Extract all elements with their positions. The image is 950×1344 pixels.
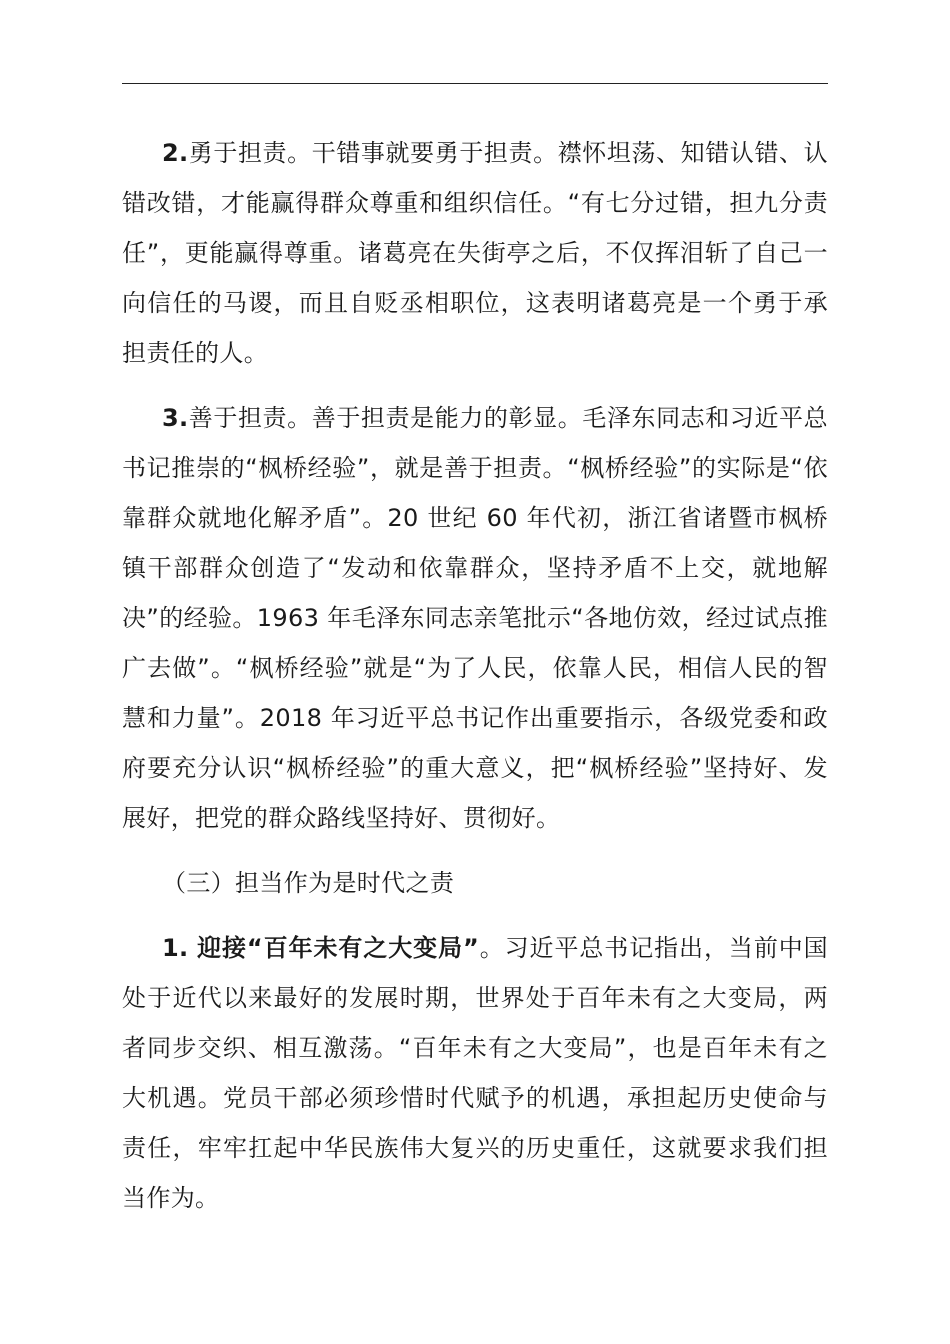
paragraph-number: 3. bbox=[162, 404, 189, 432]
paragraph-number: 1. bbox=[162, 934, 189, 962]
section-heading: （三）担当作为是时代之责 bbox=[162, 869, 455, 897]
paragraph-1 bbox=[122, 923, 828, 1223]
paragraph-2 bbox=[122, 128, 828, 378]
header-rule bbox=[122, 83, 828, 84]
document-body bbox=[122, 128, 828, 1238]
paragraph-number: 2. bbox=[162, 139, 189, 167]
paragraph-text: 善于担责。善于担责是能力的彰显。毛泽东同志和习近平总书记推崇的“枫桥经验”，就是善于担责。“枫桥经验”的实际是“依靠群众就地化解矛盾”。20 世纪 60 年代初，浙江省诸暨市枫桥镇干部群众创造了“发动和依靠群众，坚持矛盾不上交，就地解决”的经验。1963 年毛泽东同志亲笔批示“各地仿效，经过试点推广去做”。“枫桥经验”就是“为了人民，依靠人民，相信人民的智慧和力量”。2018 年习近平总书记作出重要指示，各级党委和政府要充分认识“枫桥经验”的重大意义，把“枫桥经验”坚持好、发展好，把党的群众路线坚持好、贯彻好。 bbox=[122, 404, 828, 832]
paragraph-text: 。习近平总书记指出，当前中国处于近代以来最好的发展时期，世界处于百年未有之大变局，两者同步交织、相互激荡。“百年未有之大变局”，也是百年未有之大机遇。党员干部必须珍惜时代赋予的机遇，承担起历史使命与责任，牢牢扛起中华民族伟大复兴的历史重任，这就要求我们担当作为。 bbox=[122, 934, 829, 1212]
paragraph-text: 勇于担责。干错事就要勇于担责。襟怀坦荡、知错认错、认错改错，才能赢得群众尊重和组织信任。“有七分过错，担九分责任”，更能赢得尊重。诸葛亮在失街亭之后，不仅挥泪斩了自己一向信任的马谡，而且自贬丞相职位，这表明诸葛亮是一个勇于承担责任的人。 bbox=[122, 139, 828, 367]
bold-phrase: 迎接“百年未有之大变局” bbox=[197, 934, 480, 962]
paragraph-3 bbox=[122, 393, 828, 843]
